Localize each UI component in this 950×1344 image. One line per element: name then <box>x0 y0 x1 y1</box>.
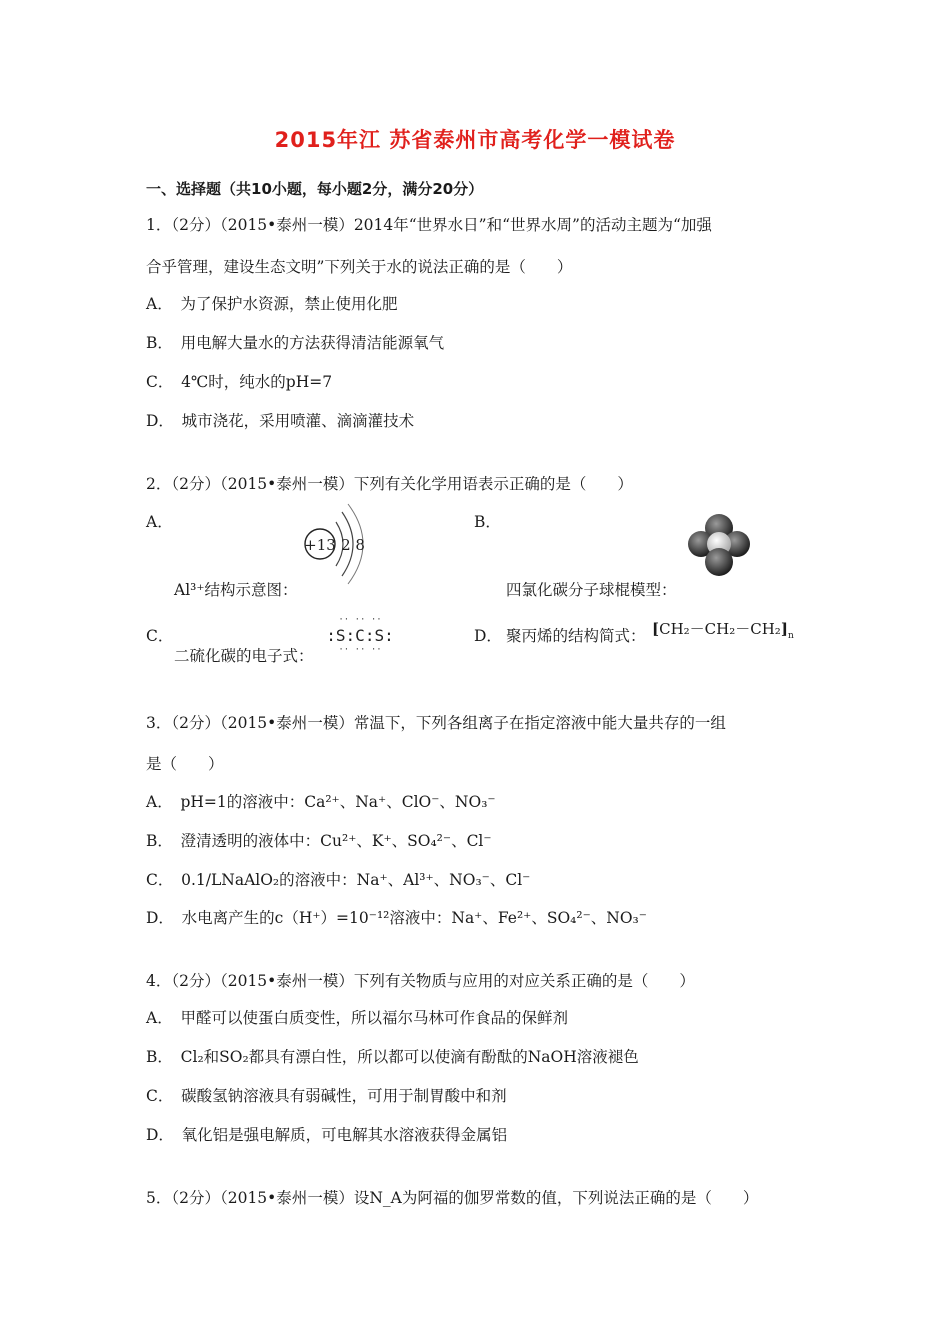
cs2-electron-formula <box>320 614 400 654</box>
formula-repeat-unit: CH₂－CH₂－CH₂ <box>659 620 781 638</box>
q5-stem: 5．（2分）（2015•泰州一模）设N_A为阿福的伽罗常数的值，下列说法正确的是（ ） <box>146 1189 759 1207</box>
cs2-formula-text: :S:C:S: <box>326 626 394 645</box>
q4-option-c: C． 碳酸氢钠溶液具有弱碱性，可用于制胃酸中和剂 <box>146 1087 507 1105</box>
q4-option-a: A． 甲醛可以使蛋白质变性，所以福尔马林可作食品的保鲜剂 <box>146 1009 568 1027</box>
q2-option-c-caption: 二硫化碳的电子式： <box>174 647 314 665</box>
polypropylene-formula <box>652 618 794 641</box>
q2-option-a-letter: A． <box>146 513 173 531</box>
q3-stem-line1: 3．（2分）（2015•泰州一模）常温下，下列各组离子在指定溶液中能大量共存的一组 <box>146 714 726 732</box>
q3-option-b: B． 澄清透明的液体中：Cu²⁺、K⁺、SO₄²⁻、Cl⁻ <box>146 832 492 850</box>
q3-stem-line2: 是（ ） <box>146 755 224 773</box>
shell-electrons: 2 8 <box>341 536 365 554</box>
q2-option-b-caption: 四氯化碳分子球棍模型： <box>506 581 677 599</box>
q3-option-d: D． 水电离产生的c（H⁺）=10⁻¹²溶液中：Na⁺、Fe²⁺、SO₄²⁻、NO₃⁻ <box>146 909 647 927</box>
exam-title: 2015年江 苏省泰州市高考化学一模试卷 <box>274 128 676 152</box>
q1-option-c: C． 4℃时，纯水的pH=7 <box>146 373 333 391</box>
q1-stem-line2: 合乎管理，建设生态文明”下列关于水的说法正确的是（ ） <box>146 258 573 276</box>
q2-option-b-letter: B． <box>474 513 501 531</box>
chlorine-ball-bottom <box>705 548 733 576</box>
ccl4-ball-stick-model <box>688 512 750 578</box>
al-ion-structure-diagram <box>298 500 378 590</box>
formula-subscript-n: n <box>787 631 794 641</box>
q1-option-b: B． 用电解大量水的方法获得清洁能源氧气 <box>146 334 445 352</box>
cs2-lone-pairs-bottom: ·· ·· ·· <box>338 645 382 654</box>
q2-option-a-caption: Al³⁺结构示意图： <box>174 581 298 599</box>
nucleus-charge: +13 <box>304 536 336 554</box>
q2-option-d-caption: 聚丙烯的结构简式： <box>506 627 646 645</box>
formula-bracket-left: [ <box>652 620 660 638</box>
q4-stem: 4．（2分）（2015•泰州一模）下列有关物质与应用的对应关系正确的是（ ） <box>146 972 695 990</box>
q4-option-b: B． Cl₂和SO₂都具有漂白性，所以都可以使滴有酚酞的NaOH溶液褪色 <box>146 1048 639 1066</box>
q2-stem: 2．（2分）（2015•泰州一模）下列有关化学用语表示正确的是（ ） <box>146 475 633 493</box>
q1-option-a: A． 为了保护水资源，禁止使用化肥 <box>146 295 398 313</box>
q1-option-d: D． 城市浇花，采用喷灌、滴滴灌技术 <box>146 412 415 430</box>
q2-option-c-letter: C． <box>146 627 174 645</box>
q4-option-d: D． 氧化铝是强电解质，可电解其水溶液获得金属铝 <box>146 1126 508 1144</box>
section-header: 一、选择题（共10小题，每小题2分，满分20分） <box>146 180 484 198</box>
q3-option-a: A． pH=1的溶液中：Ca²⁺、Na⁺、ClO⁻、NO₃⁻ <box>146 793 496 811</box>
q1-stem-line1: 1．（2分）（2015•泰州一模）2014年“世界水日”和“世界水周”的活动主题为“加强 <box>146 216 712 234</box>
q3-option-c: C． 0.1/LNaAlO₂的溶液中：Na⁺、Al³⁺、NO₃⁻、Cl⁻ <box>146 871 531 889</box>
formula-bracket-right: ] <box>780 620 788 638</box>
cs2-lone-pairs-top: ·· ·· ·· <box>338 615 382 625</box>
q2-option-d-letter: D． <box>474 627 502 645</box>
